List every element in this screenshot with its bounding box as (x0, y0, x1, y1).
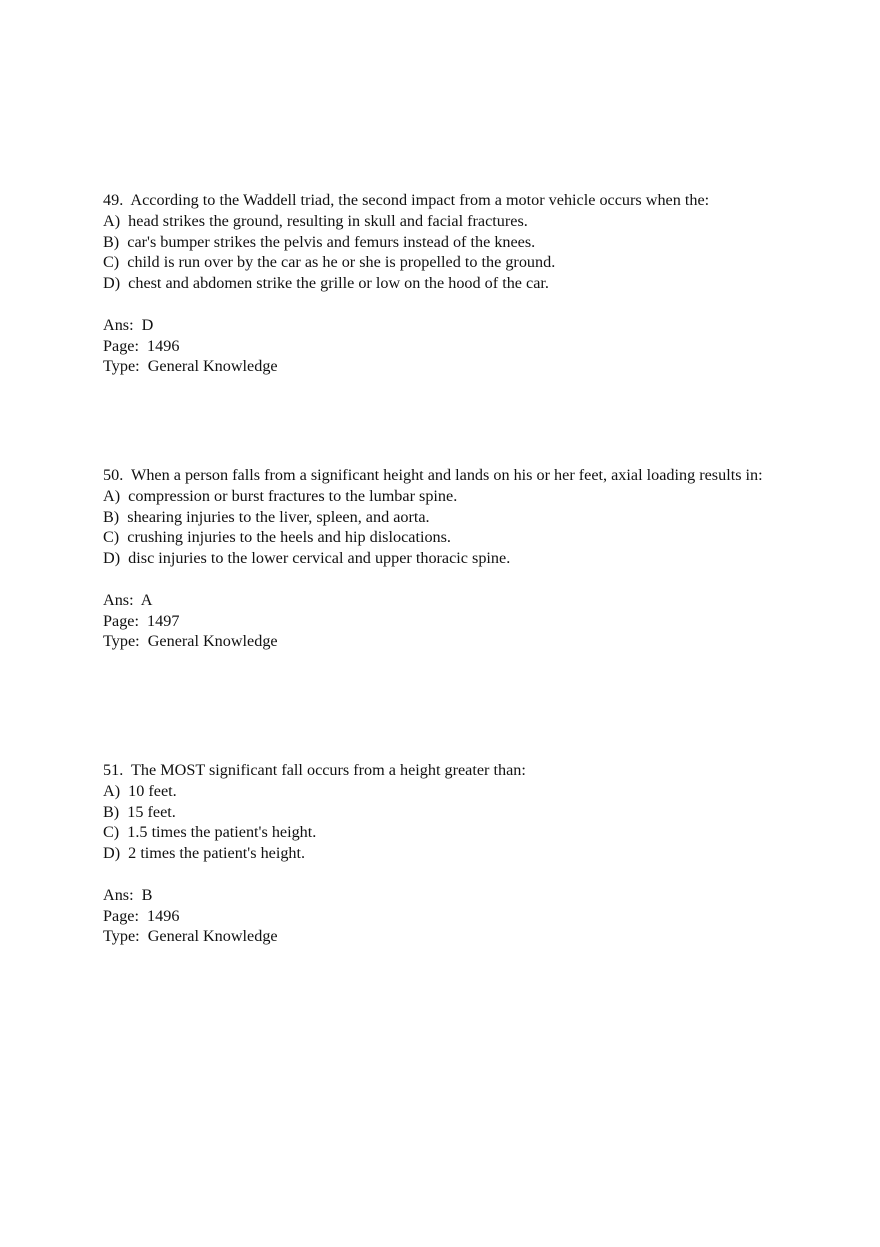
answer-options (103, 781, 763, 864)
question-stem: 51. The MOST significant fall occurs from a height greater than: (103, 761, 526, 779)
option-b: B) 15 feet. (103, 802, 176, 821)
answer-key: Ans: D (103, 315, 154, 334)
answer-options (103, 211, 763, 294)
page-reference: Page: 1496 (103, 336, 180, 355)
question-type: Type: General Knowledge (103, 632, 278, 651)
answer-key: Ans: A (103, 590, 153, 609)
answer-key: Ans: B (103, 885, 153, 904)
option-d: D) 2 times the patient's height. (103, 844, 306, 863)
question-49 (103, 190, 763, 377)
question-type: Type: General Knowledge (103, 357, 278, 376)
answer-options (103, 486, 763, 569)
page-reference: Page: 1497 (103, 611, 180, 630)
option-a: A) compression or burst fractures to the lumbar spine. (103, 486, 458, 505)
option-d: D) disc injuries to the lower cervical and upper thoracic spine. (103, 549, 511, 568)
question-50 (103, 465, 763, 652)
question-meta (103, 590, 763, 652)
question-type: Type: General Knowledge (103, 927, 278, 946)
page-reference: Page: 1496 (103, 906, 180, 925)
option-c: C) 1.5 times the patient's height. (103, 823, 317, 842)
option-b: B) car's bumper strikes the pelvis and femurs instead of the knees. (103, 232, 536, 251)
question-stem: 49. According to the Waddell triad, the second impact from a motor vehicle occurs when the: (103, 191, 710, 209)
option-c: C) crushing injuries to the heels and hip dislocations. (103, 528, 451, 547)
question-meta (103, 885, 763, 947)
question-meta (103, 315, 763, 377)
option-b: B) shearing injuries to the liver, spleen, and aorta. (103, 507, 430, 526)
option-c: C) child is run over by the car as he or she is propelled to the ground. (103, 253, 556, 272)
option-a: A) 10 feet. (103, 781, 177, 800)
option-a: A) head strikes the ground, resulting in skull and facial fractures. (103, 211, 528, 230)
question-stem: 50. When a person falls from a significant height and lands on his or her feet, axial loading results in: (103, 466, 763, 484)
question-51 (103, 760, 763, 947)
option-d: D) chest and abdomen strike the grille or low on the hood of the car. (103, 274, 549, 293)
